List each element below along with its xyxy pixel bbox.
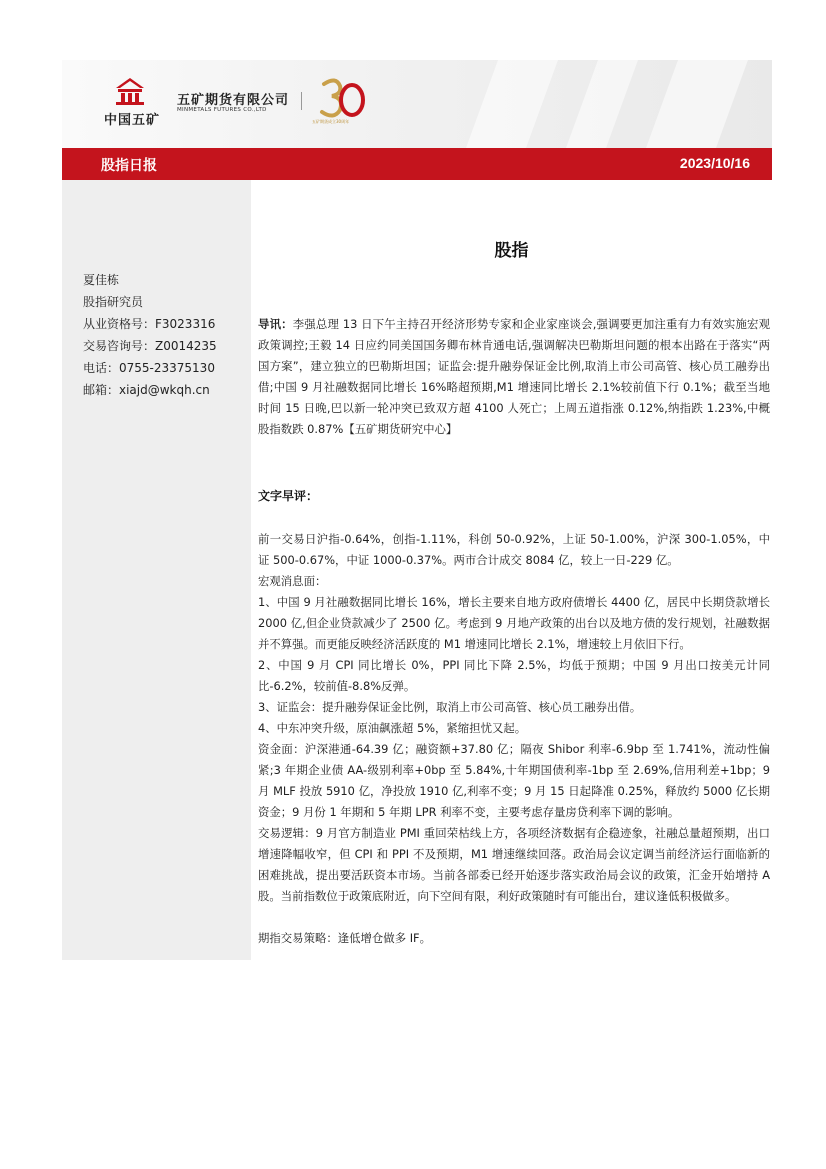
trading-logic-paragraph: 交易逻辑：9 月官方制造业 PMI 重回荣枯线上方，各项经济数据有企稳迹象，社融总量超预期，出口增速降幅收窄，但 CPI 和 PPI 不及预期，M1 增速继续回落。政治局会议定调当前经济运行面临新的困难挑战，提出要活跃资本市场。当前各部委已经开始逐步落实政治局会议的政策，汇金开始增持 A 股。当前指数位于政策底附近，向下空间有限，利好政策随时有可能出台，建议逢低积极做多。 bbox=[258, 826, 770, 903]
macro-news-item-4: 4、中东冲突升级，原油飙涨超 5%，紧缩担忧又起。 bbox=[258, 721, 527, 735]
report-date: 2023/10/16 bbox=[679, 155, 750, 171]
company-name-cn: 五矿期货有限公司 bbox=[177, 93, 290, 108]
liquidity-paragraph: 资金面：沪深港通-64.39 亿；融资额+37.80 亿；隔夜 Shibor 利率-6.9bp 至 1.741%，流动性偏紧;3 年期企业债 AA-级别利率+0bp 至 5.84%,十年期国债利率-1bp 至 2.69%,信用利差+1bp；9 月 MLF 投放 5910 亿，净投放 1910 亿,利率不变；9 月 15 日起降准 0.25%，释放约 5000 亿长期资金；9 月份 1 年期和 5 年期 LPR 利率不变，主要考虑存量房贷利率下调的影响。 bbox=[258, 742, 770, 819]
analyst-consult-number: 交易咨询号：Z0014235 bbox=[83, 339, 217, 353]
logo-divider bbox=[301, 92, 302, 110]
analyst-name: 夏佳栋 bbox=[83, 273, 120, 287]
review-heading: 文字早评： bbox=[258, 489, 319, 503]
company-name-en: MINMETALS FUTURES CO.,LTD bbox=[177, 107, 267, 113]
guide-label: 导讯： bbox=[258, 317, 293, 331]
anniversary-caption: 五矿期货成立30周年 bbox=[312, 119, 350, 124]
analyst-email[interactable]: 邮箱：xiajd@wkqh.cn bbox=[83, 383, 210, 397]
page-title: 股指 bbox=[494, 241, 529, 261]
market-summary-paragraph: 前一交易日沪指-0.64%，创指-1.11%，科创 50-0.92%，上证 50-1.00%，沪深 300-1.05%，中证 500-0.67%，中证 1000-0.37%。两市合计成交 8084 亿，较上一日-229 亿。 bbox=[258, 532, 770, 567]
macro-news-heading: 宏观消息面： bbox=[258, 574, 327, 588]
guide-paragraph bbox=[258, 314, 770, 440]
trading-strategy-paragraph: 期指交易策略：逢低增仓做多 IF。 bbox=[258, 931, 432, 945]
header-banner bbox=[62, 60, 772, 148]
report-title-bar bbox=[62, 148, 772, 180]
analyst-qualification: 从业资格号：F3023316 bbox=[83, 317, 216, 331]
report-type: 股指日报 bbox=[101, 158, 157, 174]
macro-news-item-1: 1、中国 9 月社融数据同比增长 16%，增长主要来自地方政府债增长 4400 亿，居民中长期贷款增长 2000 亿,但企业贷款减少了 2500 亿。考虑到 9 月地产政策的出台以及地方债的发行规划，社融数据并不算强。而更能反映经济活跃度的 M1 增速同比增长 2.1%，增速较上月依旧下行。 bbox=[258, 595, 770, 651]
macro-news-item-2: 2、中国 9 月 CPI 同比增长 0%，PPI 同比下降 2.5%，均低于预期；中国 9 月出口按美元计同比-6.2%，较前值-8.8%反弹。 bbox=[258, 658, 770, 693]
macro-news-item-3: 3、证监会：提升融券保证金比例，取消上市公司高管、核心员工融券出借。 bbox=[258, 700, 642, 714]
brand-name-cn: 中国五矿 bbox=[103, 113, 160, 128]
analyst-role: 股指研究员 bbox=[83, 295, 144, 309]
analyst-phone: 电话：0755-23375130 bbox=[83, 361, 215, 375]
guide-text: 李强总理 13 日下午主持召开经济形势专家和企业家座谈会,强调要更加注重有力有效实施宏观政策调控;王毅 14 日应约同美国国务卿布林肯通电话,强调解决巴勒斯坦问题的根本出路在于落实“两国方案”，建立独立的巴勒斯坦国；证监会:提升融券保证金比例,取消上市公司高管、核心员工融券出借;中国 9 月社融数据同比增长 16%略超预期,M1 增速同比增长 2.1%较前值下行 0.1%；截至当地时间 15 日晚,巴以新一轮冲突已致双方超 4100 人死亡；上周五道指涨 0.12%,纳指跌 1.23%,中概股指数跌 0.87%【五矿期货研究中心】 bbox=[258, 317, 770, 436]
